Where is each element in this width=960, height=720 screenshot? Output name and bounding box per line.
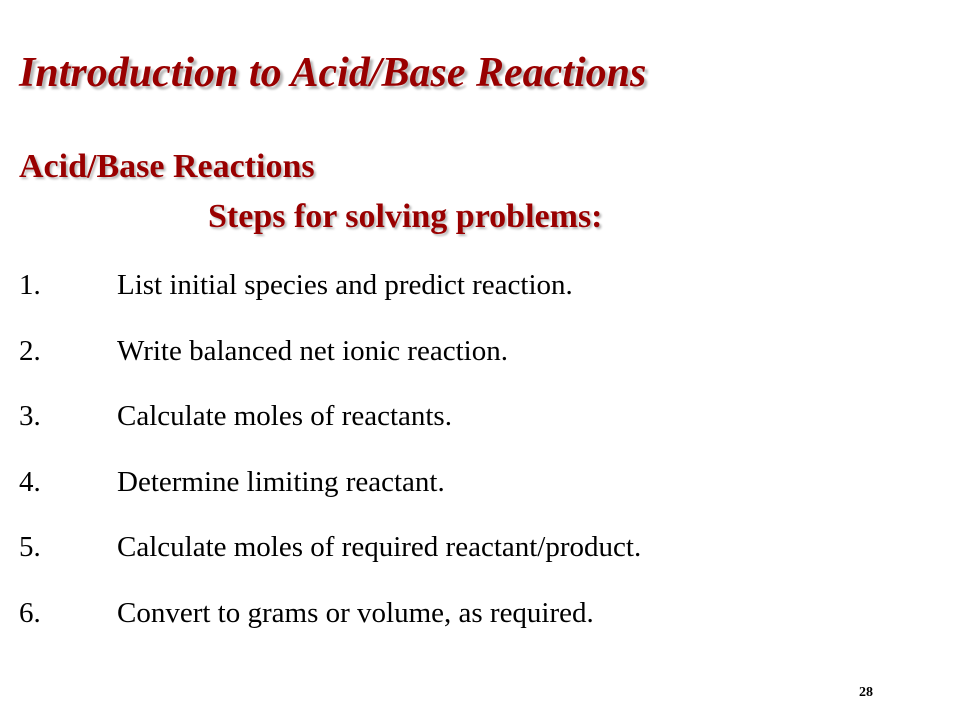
section-heading: Acid/Base Reactions [19,148,315,185]
slide-title: Introduction to Acid/Base Reactions [19,50,647,96]
page-number: 28 [859,685,873,700]
step-text: List initial species and predict reaction. [117,269,573,301]
step-number: 3. [19,400,41,432]
step-text: Calculate moles of required reactant/product. [117,531,642,563]
step-text: Write balanced net ionic reaction. [117,334,508,367]
steps-heading: Steps for solving problems: [208,198,603,235]
step-text: Convert to grams or volume, as required. [117,596,594,629]
step-number: 1. [19,269,41,301]
step-number: 5. [19,531,41,563]
step-text: Calculate moles of reactants. [117,400,452,432]
step-number: 4. [19,465,41,498]
step-number: 6. [19,596,41,629]
step-text: Determine limiting reactant. [117,465,445,498]
step-number: 2. [19,334,41,367]
